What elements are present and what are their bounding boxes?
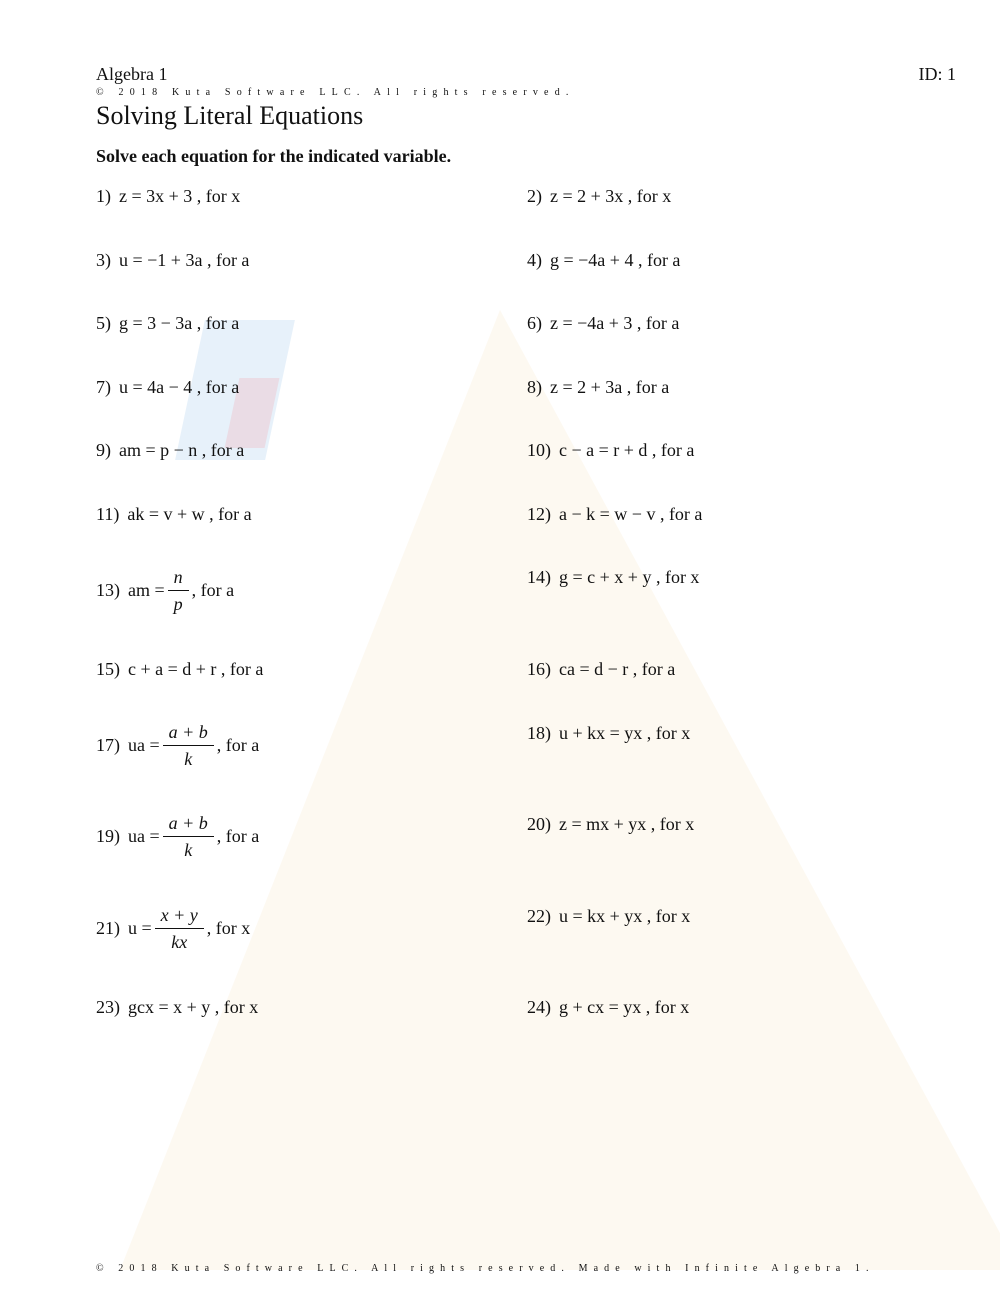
footer-copyright: © 2018 Kuta Software LLC. All rights reserved. Made with Infinite Algebra 1. — [96, 1263, 875, 1274]
problem-equation: a − k = w − v , for a — [559, 504, 703, 524]
problem-number: 18) — [527, 723, 551, 743]
problem-number: 22) — [527, 906, 551, 926]
problem-equation: g = c + x + y , for x — [559, 567, 700, 587]
problem-equation: z = −4a + 3 , for a — [550, 313, 680, 333]
problem-15 — [96, 659, 263, 680]
fraction-denominator: k — [184, 840, 193, 860]
problem-17 — [96, 721, 259, 770]
problem-equation: gcx = x + y , for x — [128, 997, 259, 1017]
problem-equation: c + a = d + r , for a — [128, 659, 264, 679]
equation-lhs: ua = — [128, 826, 160, 846]
problem-number: 9) — [96, 440, 111, 460]
fraction-numerator: a + b — [163, 721, 214, 746]
problem-number: 2) — [527, 186, 542, 206]
worksheet-id: ID: 1 — [918, 64, 956, 84]
problem-equation: am = p − n , for a — [119, 440, 245, 460]
problem-number: 6) — [527, 313, 542, 333]
fraction — [163, 721, 214, 770]
problem-19 — [96, 812, 259, 861]
problem-equation: c − a = r + d , for a — [559, 440, 695, 460]
fraction-denominator: p — [173, 594, 183, 614]
problem-equation: z = 2 + 3a , for a — [550, 377, 670, 397]
problem-number: 8) — [527, 377, 542, 397]
problem-number: 14) — [527, 567, 551, 587]
problem-2 — [527, 186, 671, 207]
problem-equation: z = 3x + 3 , for x — [119, 186, 241, 206]
problem-6 — [527, 313, 679, 334]
problem-equation: g + cx = yx , for x — [559, 997, 690, 1017]
problem-number: 24) — [527, 997, 551, 1017]
equation-rest: , for a — [216, 735, 260, 755]
fraction-denominator: k — [184, 749, 193, 769]
problem-24 — [527, 997, 689, 1018]
problem-3 — [96, 250, 249, 271]
problem-equation: ca = d − r , for a — [559, 659, 676, 679]
equation-lhs: ua = — [128, 735, 160, 755]
problem-equation: u = kx + yx , for x — [559, 906, 691, 926]
problem-number: 4) — [527, 250, 542, 270]
problem-14 — [527, 567, 699, 588]
problem-8 — [527, 377, 669, 398]
problem-number: 13) — [96, 580, 120, 600]
problem-number: 12) — [527, 504, 551, 524]
equation-rest: , for x — [206, 918, 251, 938]
fraction-denominator: kx — [171, 932, 188, 952]
problem-5 — [96, 313, 239, 334]
problem-7 — [96, 377, 239, 398]
course-name: Algebra 1 — [96, 64, 168, 84]
problem-4 — [527, 250, 680, 271]
problem-number: 3) — [96, 250, 111, 270]
problem-number: 1) — [96, 186, 111, 206]
problem-18 — [527, 723, 690, 744]
problem-equation: g = −4a + 4 , for a — [550, 250, 681, 270]
problem-13 — [96, 566, 234, 615]
problem-number: 15) — [96, 659, 120, 679]
problem-number: 19) — [96, 826, 120, 846]
equation-lhs: u = — [128, 918, 152, 938]
problem-number: 23) — [96, 997, 120, 1017]
problem-23 — [96, 997, 258, 1018]
problem-12 — [527, 504, 702, 525]
problem-9 — [96, 440, 244, 461]
problem-number: 5) — [96, 313, 111, 333]
fraction — [168, 566, 189, 615]
problem-10 — [527, 440, 694, 461]
instructions: Solve each equation for the indicated variable. — [96, 146, 452, 166]
equation-rest: , for a — [191, 580, 235, 600]
problem-number: 7) — [96, 377, 111, 397]
fraction-numerator: n — [168, 566, 189, 591]
copyright-notice: © 2018 Kuta Software LLC. All rights reserved. — [96, 87, 575, 98]
problem-number: 20) — [527, 814, 551, 834]
equation-rest: , for a — [216, 826, 260, 846]
equation-lhs: am = — [128, 580, 165, 600]
problem-number: 11) — [96, 504, 120, 524]
fraction — [163, 812, 214, 861]
problem-number: 17) — [96, 735, 120, 755]
problem-11 — [96, 504, 252, 525]
fraction-numerator: a + b — [163, 812, 214, 837]
problem-equation: g = 3 − 3a , for a — [119, 313, 240, 333]
problem-22 — [527, 906, 690, 927]
page-title: Solving Literal Equations — [96, 101, 364, 130]
problem-equation: u + kx = yx , for x — [559, 723, 691, 743]
problem-21 — [96, 904, 250, 953]
problem-equation: z = mx + yx , for x — [559, 814, 695, 834]
problem-number: 10) — [527, 440, 551, 460]
fraction-numerator: x + y — [155, 904, 204, 929]
problem-16 — [527, 659, 675, 680]
problem-number: 21) — [96, 918, 120, 938]
problem-equation: u = 4a − 4 , for a — [119, 377, 240, 397]
problem-20 — [527, 814, 694, 835]
fraction — [155, 904, 204, 953]
problem-number: 16) — [527, 659, 551, 679]
problem-1 — [96, 186, 240, 207]
problem-equation: u = −1 + 3a , for a — [119, 250, 250, 270]
problem-equation: z = 2 + 3x , for x — [550, 186, 672, 206]
problem-equation: ak = v + w , for a — [127, 504, 252, 524]
